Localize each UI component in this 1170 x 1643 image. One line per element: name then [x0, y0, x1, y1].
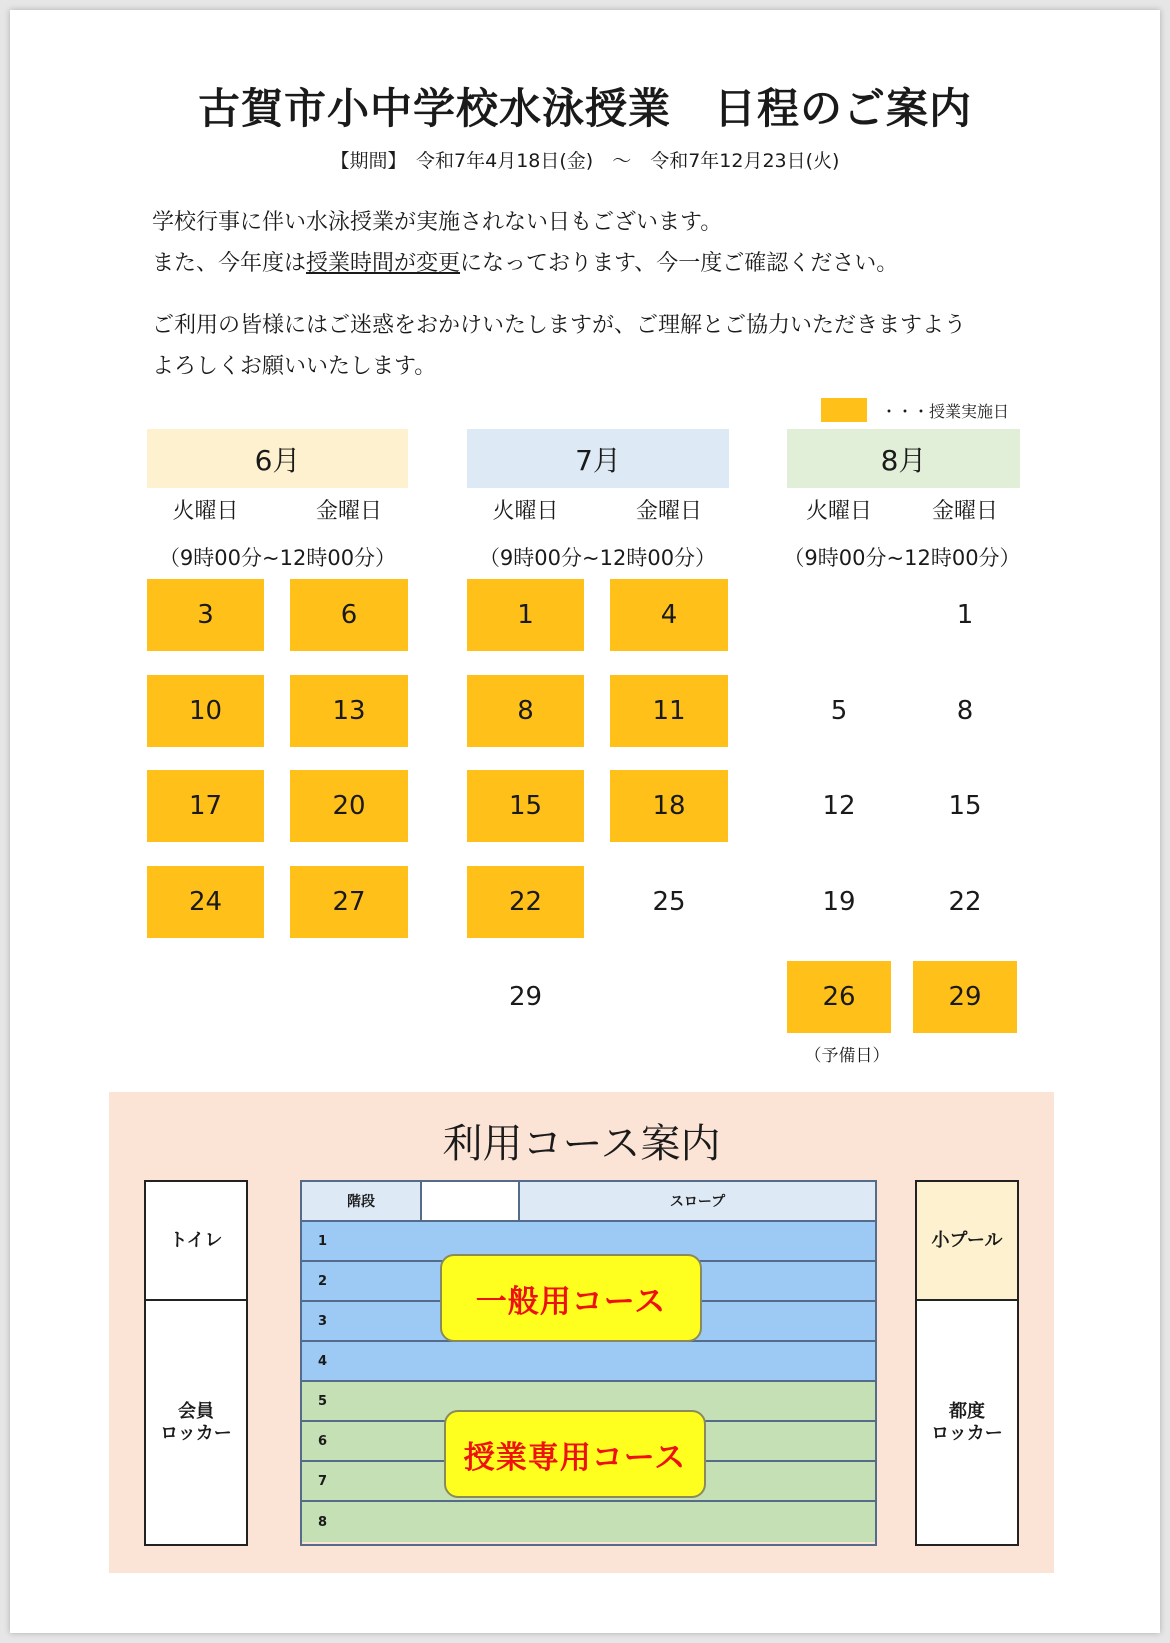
- legend: [821, 398, 1009, 422]
- slope-label: スロープ: [669, 1194, 726, 1210]
- stairs-label: 階段: [347, 1194, 375, 1210]
- lesson-day-cell: 10: [147, 675, 264, 747]
- lane-number: 4: [318, 1353, 328, 1369]
- reserve-day-note: （予備日）: [804, 1046, 890, 1066]
- lane-number: 5: [318, 1393, 328, 1409]
- toilet-label: トイレ: [169, 1229, 223, 1251]
- date-cell: 25: [652, 887, 686, 917]
- intro-paragraph-1: [152, 202, 898, 284]
- intro-line-2-post: になっております、今一度ご確認ください。: [460, 251, 899, 276]
- date-cell: 19: [822, 887, 856, 917]
- month-header-1: 6月: [147, 429, 408, 488]
- lesson-day-cell: 4: [610, 579, 728, 651]
- date-cell: 5: [830, 696, 848, 726]
- lesson-day-cell: 17: [147, 770, 264, 842]
- date-cell: 22: [948, 887, 982, 917]
- weekday-label: 金曜日: [315, 499, 382, 524]
- lesson-day-cell: 13: [290, 675, 408, 747]
- member-locker-box: [144, 1299, 248, 1546]
- lane-number: 1: [318, 1233, 328, 1249]
- toilet-box: [144, 1180, 248, 1301]
- lesson-day-cell: 22: [467, 866, 584, 938]
- lane-number: 3: [318, 1313, 328, 1329]
- legend-label: ・・・授業実施日: [881, 401, 1010, 421]
- legend-swatch: [821, 398, 867, 422]
- lesson-hours: （9時00分~12時00分）: [783, 546, 1021, 570]
- weekday-label: 金曜日: [635, 499, 702, 524]
- lesson-day-cell: 24: [147, 866, 264, 938]
- intro-line-2-emphasis: 授業時間が変更: [306, 251, 461, 276]
- lane-number: 7: [318, 1473, 328, 1489]
- lesson-day-cell: 11: [610, 675, 728, 747]
- lesson-day-cell: 3: [147, 579, 264, 651]
- course-guide: [109, 1092, 1054, 1573]
- course-guide-title: 利用コース案内: [442, 1121, 721, 1167]
- period-text: 【期間】 令和7年4月18日(金) ～ 令和7年12月23日(火): [330, 150, 840, 172]
- lesson-day-cell: 20: [290, 770, 408, 842]
- lesson-day-cell: 15: [467, 770, 584, 842]
- intro-line-2-pre: また、今年度は: [152, 251, 307, 276]
- member-locker-label: 会員 ロッカー: [160, 1400, 232, 1444]
- small-pool-label: 小プール: [931, 1229, 1003, 1251]
- page-title: 古賀市小中学校水泳授業 日程のご案内: [197, 84, 972, 133]
- lesson-day-cell: 18: [610, 770, 728, 842]
- notice-sheet: [10, 10, 1160, 1633]
- date-cell: 1: [956, 600, 974, 630]
- lesson-day-cell: 29: [913, 961, 1017, 1033]
- lesson-day-cell: 8: [467, 675, 584, 747]
- date-cell: 29: [508, 982, 543, 1012]
- lesson-course-label: 授業専用コース: [444, 1410, 706, 1498]
- lane-8: [302, 1502, 875, 1542]
- lesson-hours: （9時00分~12時00分）: [478, 546, 717, 570]
- intro-line-4: よろしくお願いいたします。: [152, 354, 437, 379]
- intro-line-3: ご利用の皆様にはご迷惑をおかけいたしますが、ご理解とご協力いただきますよう: [152, 313, 967, 338]
- intro-line-1: 学校行事に伴い水泳授業が実施されない日もございます。: [152, 210, 723, 235]
- weekday-label: 火曜日: [805, 499, 872, 524]
- main-pool: [300, 1180, 877, 1546]
- general-course-label: 一般用コース: [440, 1254, 702, 1342]
- month-header-2: 7月: [467, 429, 729, 488]
- lesson-day-cell: 26: [787, 961, 891, 1033]
- date-cell: 15: [948, 791, 982, 821]
- month-header-3: 8月: [787, 429, 1020, 488]
- weekday-label: 金曜日: [931, 499, 998, 524]
- per-use-locker-box: [915, 1299, 1019, 1546]
- lesson-day-cell: 1: [467, 579, 584, 651]
- lane-number: 2: [318, 1273, 328, 1289]
- stairs-area: [302, 1182, 422, 1222]
- lesson-hours: （9時00分~12時00分）: [158, 546, 397, 570]
- lane-4: [302, 1342, 875, 1382]
- per-use-locker-label: 都度 ロッカー: [931, 1400, 1003, 1444]
- slope-area: [520, 1182, 875, 1222]
- small-pool-box: [915, 1180, 1019, 1301]
- date-cell: 8: [956, 696, 974, 726]
- lesson-day-cell: 6: [290, 579, 408, 651]
- weekday-label: 火曜日: [172, 499, 239, 524]
- intro-paragraph-2: [152, 305, 966, 387]
- lesson-day-cell: 27: [290, 866, 408, 938]
- intro-line-2: [152, 243, 898, 284]
- lane-number: 6: [318, 1433, 328, 1449]
- lane-number: 8: [318, 1514, 328, 1530]
- date-cell: 12: [822, 791, 856, 821]
- blank-area: [422, 1182, 520, 1222]
- weekday-label: 火曜日: [492, 499, 559, 524]
